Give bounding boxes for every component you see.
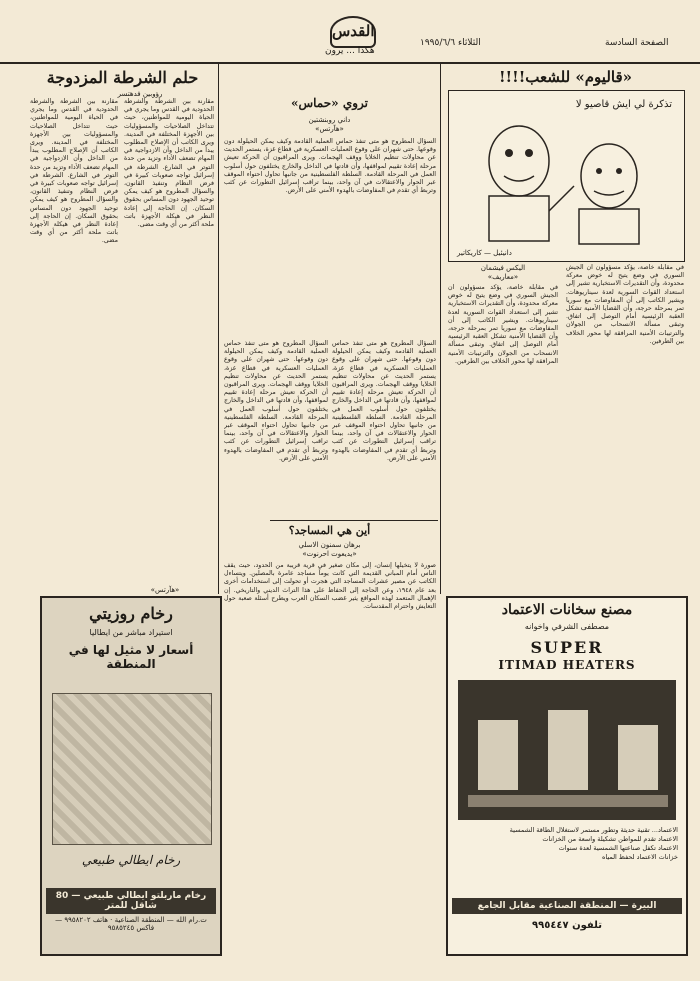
ad-slogan: رخام ايطالي طبيعي (81, 853, 181, 867)
ad-promo: أسعار لا مثيل لها في المنطقة (68, 643, 194, 671)
column-rule (218, 64, 219, 594)
ad-features (456, 826, 678, 862)
heaters-photo (458, 680, 676, 820)
article-source: «هآرتس» (150, 586, 180, 594)
article-body: في مقابلة خاصة، يؤكد مسؤولون أن الجيش السوري في وضع يتيح له خوض معركة محدودة، وأن التقديرات الاستخبارية تشير إلى استعداد القوات السورية لعدة سيناريوهات. ويشير الكاتب إلى أن المفاوضات مع سوريا تمر بمرحلة حرجة، وأن القضايا الأمنية تشكل العقبة الرئيسية أمام التوصل إلى اتفاق. وتبقى مسألة الانسحاب من الجولان والترتيبات الأمنية المرافقة لها محور الخلاف بين الطرفين. (448, 284, 558, 365)
article-source: «معاريف» (487, 273, 519, 281)
article-title: تروي «حماس» (291, 96, 368, 110)
article-author: داني روبنشتين (308, 116, 351, 124)
article-source: «يديعوت احرنوت» (302, 550, 357, 558)
article-divider (270, 520, 438, 521)
article-body-continued: مقارنة بين الشرطة والشرطة الحدودية في القدس وما يجري في الحياة اليومية للمواطنين، حيث تتداخل الصلاحيات والمسؤوليات بين الأجهزة المختلفة في المدينة. ويرى الكاتب أن الإصلاح المطلوب يبدأ من الداخل وأن الازدواجية في المهام تضعف الأداء وتزيد من حدة التوتر في الشارع. الشرطة في إسرائيل تواجه صعوبات كبيرة في فرض النظام وتنفيذ القانون، والسؤال المطروح هو كيف يمكن توحيد الجهود دون المساس بحقوق السكان. إن الحاجة إلى إعادة النظر في هيكلة الأجهزة باتت ملحة أكثر من أي وقت مضى. (124, 98, 214, 229)
ad-feature: الاعتماد تقدم للمواطن تشكيلة واسعة من الخزانات (542, 835, 678, 843)
article-body: صورة لا يتخيلها إنسان، إلى مكان صغير في قرية قريبة من الحدود، حيث يقف الناس أمام المباني القديمة التي كانت يوماً مساجد عامرة بالمصلين. ويتساءل الكاتب عن مصير عشرات المساجد التي هجرت أو تحولت إلى استخدامات أخرى بعد عام ١٩٤٨، وعن الحاجة إلى الحفاظ على هذا التراث الديني والتاريخي. إن الإهمال المتعمد لهذه المواقع يثير غضب السكان العرب ويطرح أسئلة صعبة حول التعايش واحترام المقدسات. (224, 562, 436, 611)
article-author: رؤوبين فدهتسر (117, 90, 163, 98)
cartoon-illustration (449, 91, 684, 261)
page-label: الصفحة السادسة (605, 38, 669, 48)
article-author: اليكس فيشمان (480, 264, 526, 272)
ad-brand: SUPER (530, 638, 604, 657)
ad-feature: الاعتماد تكفل صناعتها الشمسية لعدة سنوات (558, 844, 678, 852)
ad-title: رخام روزيتي (89, 604, 173, 623)
article-body: مقارنة بين الشرطة والشرطة الحدودية في القدس وما يجري في الحياة اليومية للمواطنين، حيث تتداخل الصلاحيات والمسؤوليات بين الأجهزة المختلفة في المدينة. ويرى الكاتب أن الإصلاح المطلوب يبدأ من الداخل وأن الازدواجية في المهام تضعف الأداء وتزيد من حدة التوتر في الشارع. الشرطة في إسرائيل تواجه صعوبات كبيرة في فرض النظام وتنفيذ القانون، والسؤال المطروح هو كيف يمكن توحيد الجهود دون المساس بحقوق السكان. إن الحاجة إلى إعادة النظر في هيكلة الأجهزة باتت ملحة أكثر من أي وقت مضى. (30, 98, 118, 245)
heater-icons (458, 680, 676, 820)
newspaper-logo: القدس (330, 16, 376, 48)
article-body: السؤال المطروح هو متى تنفذ حماس العملية القادمة وكيف يمكن الحيلولة دون وقوعها. حتى شهران على وقوع العمليات العسكرية في قطاع غزة، يستمر الحديث عن محاولات تنظيم الخلايا ووقف الهجمات. ويرى المراقبون أن الحركة تعيش مرحلة إعادة تقييم لمواقفها، وأن قادتها في الداخل والخارج يختلفون حول أسلوب العمل في المرحلة القادمة. السلطة الفلسطينية من جانبها تحاول احتواء الموقف عبر الحوار والاعتقالات في آن واحد، بينما تراقب إسرائيل التطورات عن كثب وتربط أي تقدم في المفاوضات بالهدوء الأمني على الأرض. (224, 138, 436, 195)
article-body-continued: السؤال المطروح هو متى تنفذ حماس العملية القادمة وكيف يمكن الحيلولة دون وقوعها. حتى شهران على وقوع العمليات العسكرية في قطاع غزة، يستمر الحديث عن محاولات تنظيم الخلايا ووقف الهجمات. ويرى المراقبون أن الحركة تعيش مرحلة إعادة تقييم لمواقفها، وأن قادتها في الداخل والخارج يختلفون حول أسلوب العمل في المرحلة القادمة. السلطة الفلسطينية من جانبها تحاول احتواء الموقف عبر الحوار والاعتقالات في آن واحد، بينما تراقب إسرائيل التطورات عن كثب وتربط أي تقدم في المفاوضات بالهدوء الأمني على الأرض. (332, 340, 436, 462)
article-source: «هآرتس» (315, 125, 344, 133)
section-kicker: هكذا ... يرون (325, 46, 375, 56)
column-rule (440, 64, 441, 594)
marble-ad (40, 596, 222, 956)
ad-contact: ت.رام الله — المنطقة الصناعية · هاتف ٩٩٥٨٢٠٢ — فاكس ٩٥٨٥٢٤٥ (55, 916, 207, 932)
ad-brand-line: ITIMAD HEATERS (498, 658, 636, 672)
article-author: برهان سمنون الاسلي (298, 541, 361, 549)
article-body-continued: السؤال المطروح هو متى تنفذ حماس العملية القادمة وكيف يمكن الحيلولة دون وقوعها. حتى شهران على وقوع العمليات العسكرية في قطاع غزة، يستمر الحديث عن محاولات تنظيم الخلايا ووقف الهجمات. ويرى المراقبون أن الحركة تعيش مرحلة إعادة تقييم لمواقفها، وأن قادتها في الداخل والخارج يختلفون حول أسلوب العمل في المرحلة القادمة. السلطة الفلسطينية من جانبها تحاول احتواء الموقف عبر الحوار والاعتقالات في آن واحد، بينما تراقب إسرائيل التطورات عن كثب وتربط أي تقدم في المفاوضات بالهدوء الأمني على الأرض. (224, 340, 328, 462)
marble-texture (52, 693, 212, 845)
article-title: أين هي المساجد؟ (288, 524, 371, 537)
article-body-continued: في مقابلة خاصة، يؤكد مسؤولون أن الجيش السوري في وضع يتيح له خوض معركة محدودة، وأن التقديرات الاستخبارية تشير إلى استعداد القوات السورية لعدة سيناريوهات. ويشير الكاتب إلى أن المفاوضات مع سوريا تمر بمرحلة حرجة، وأن القضايا الأمنية تشكل العقبة الرئيسية أمام التوصل إلى اتفاق. وتبقى مسألة الانسحاب من الجولان والترتيبات الأمنية المرافقة لها محور الخلاف بين الطرفين. (566, 264, 684, 345)
ad-phone: تلفون ٩٩٥٤٤٧ (532, 920, 602, 931)
heaters-ad (446, 596, 688, 956)
masthead (0, 0, 700, 64)
ad-address: البيرة — المنطقة الصناعية مقابل الجامع (452, 898, 682, 914)
article-title: حلم الشرطة المزدوجة (46, 68, 199, 87)
issue-date: الثلاثاء ١٩٩٥/٦/٦ (420, 38, 481, 48)
ad-subtitle: مصطفى الشرفي واخوانه (524, 622, 610, 631)
ad-feature: الاعتماد... تقنية حديثة وتطور مستمر لاستغلال الطاقة الشمسية (509, 826, 678, 834)
cartoon-title: «قاليوم» للشعب!!!! (498, 68, 633, 86)
cartoon-signature: دانيئيل — كاريكاتير (457, 249, 512, 257)
cartoon-caption: تذكرة لي ايش قاصيو لا (575, 99, 673, 110)
ad-footer: رخام ماربلتو ايطالي طبيعي — 80 شاقل للمتر (46, 888, 216, 914)
ad-title: مصنع سخانات الاعتماد (501, 602, 633, 618)
ad-tagline: استيراد مباشر من ايطاليا (89, 628, 173, 637)
cartoon-frame (448, 90, 685, 262)
ad-feature: خزانات الاعتماد لحفظ المياه (601, 853, 678, 861)
